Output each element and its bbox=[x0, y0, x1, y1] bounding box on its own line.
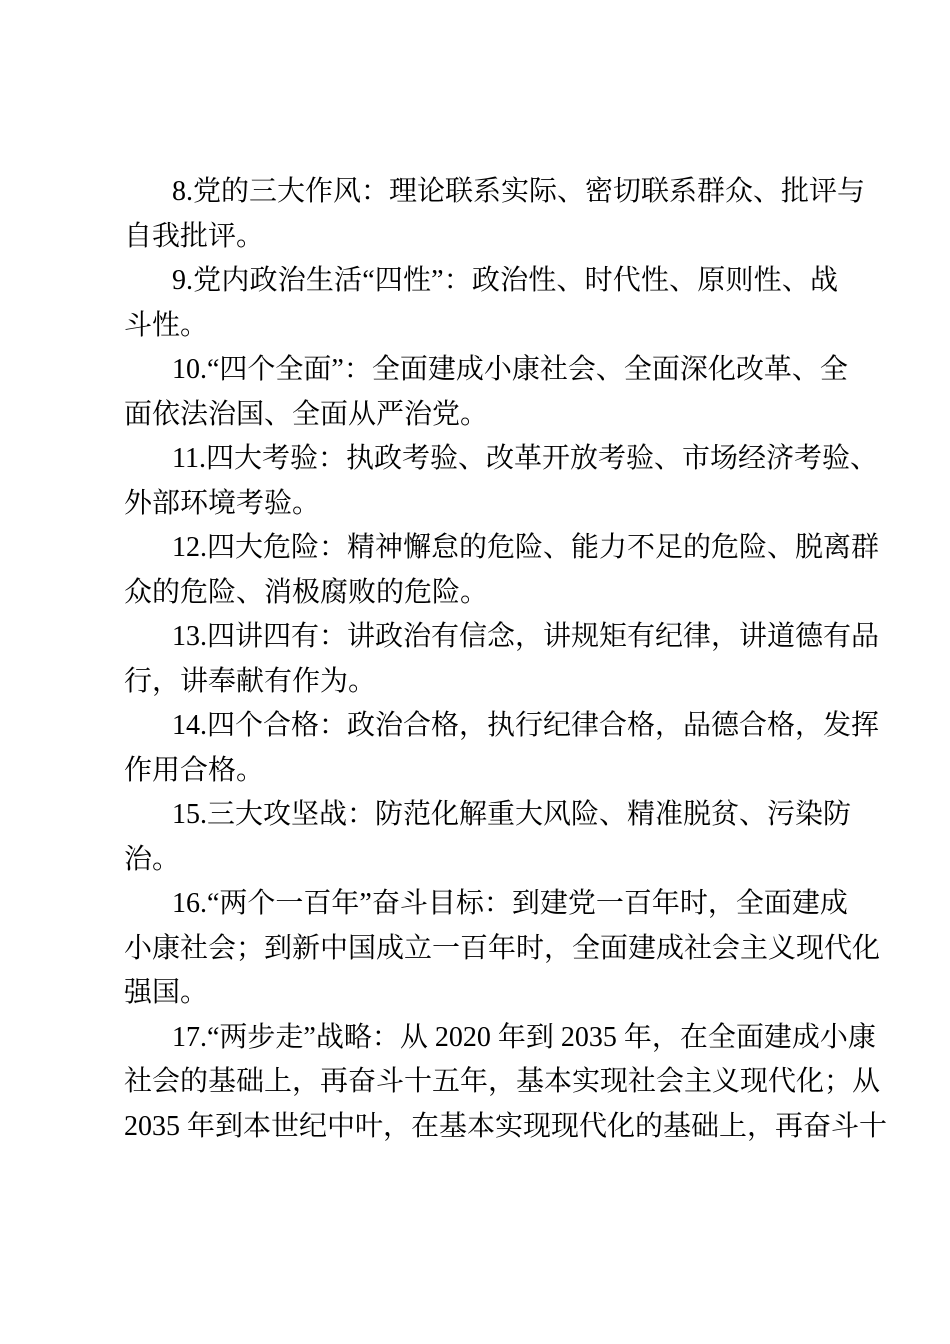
paragraph-12-line-2: 众的危险、消极腐败的危险。 bbox=[124, 576, 489, 608]
paragraph-17-line-3: 2035 年到本世纪中叶，在基本实现现代化的基础上，再奋斗十 bbox=[124, 1110, 888, 1142]
paragraph-9-line-1: 9.党内政治生活“四性”：政治性、时代性、原则性、战 bbox=[172, 265, 838, 296]
paragraph-16-line-1: 16.“两个一百年”奋斗目标：到建党一百年时，全面建成 bbox=[172, 888, 848, 919]
paragraph-16-line-2: 小康社会；到新中国成立一百年时，全面建成社会主义现代化 bbox=[124, 932, 881, 964]
paragraph-10-line-1: 10.“四个全面”：全面建成小康社会、全面深化改革、全 bbox=[172, 354, 848, 385]
paragraph-10 bbox=[124, 348, 848, 437]
paragraph-17-line-1: 17.“两步走”战略：从 2020 年到 2035 年，在全面建成小康 bbox=[172, 1021, 876, 1053]
paragraph-9 bbox=[124, 259, 838, 348]
paragraph-9-line-2: 斗性。 bbox=[124, 309, 209, 341]
paragraph-8-line-1: 8.党的三大作风：理论联系实际、密切联系群众、批评与 bbox=[172, 176, 866, 207]
paragraph-11-line-1: 11.四大考验：执政考验、改革开放考验、市场经济考验、 bbox=[172, 443, 878, 474]
paragraph-15-line-2: 治。 bbox=[124, 843, 181, 875]
paragraph-8 bbox=[124, 170, 866, 259]
paragraph-11 bbox=[124, 437, 878, 526]
paragraph-10-line-2: 面依法治国、全面从严治党。 bbox=[124, 398, 489, 430]
paragraph-12 bbox=[124, 526, 880, 615]
paragraph-12-line-1: 12.四大危险：精神懈怠的危险、能力不足的危险、脱离群 bbox=[172, 532, 880, 563]
paragraph-14 bbox=[124, 704, 880, 793]
paragraph-17 bbox=[124, 1016, 888, 1150]
paragraph-14-line-1: 14.四个合格：政治合格，执行纪律合格，品德合格，发挥 bbox=[172, 710, 880, 741]
paragraph-16-line-3: 强国。 bbox=[124, 977, 209, 1008]
paragraph-16 bbox=[124, 882, 881, 1016]
paragraph-13-line-1: 13.四讲四有：讲政治有信念，讲规矩有纪律，讲道德有品 bbox=[172, 621, 880, 652]
paragraph-11-line-2: 外部环境考验。 bbox=[124, 487, 321, 519]
paragraph-15 bbox=[124, 793, 852, 882]
paragraph-13-line-2: 行，讲奉献有作为。 bbox=[124, 665, 377, 697]
paragraph-14-line-2: 作用合格。 bbox=[124, 754, 265, 786]
paragraph-15-line-1: 15.三大攻坚战：防范化解重大风险、精准脱贫、污染防 bbox=[172, 799, 852, 830]
paragraph-17-line-2: 社会的基础上，再奋斗十五年，基本实现社会主义现代化；从 bbox=[124, 1066, 881, 1097]
paragraph-13 bbox=[124, 615, 880, 704]
paragraph-8-line-2: 自我批评。 bbox=[124, 220, 265, 252]
document-body bbox=[124, 170, 888, 1149]
